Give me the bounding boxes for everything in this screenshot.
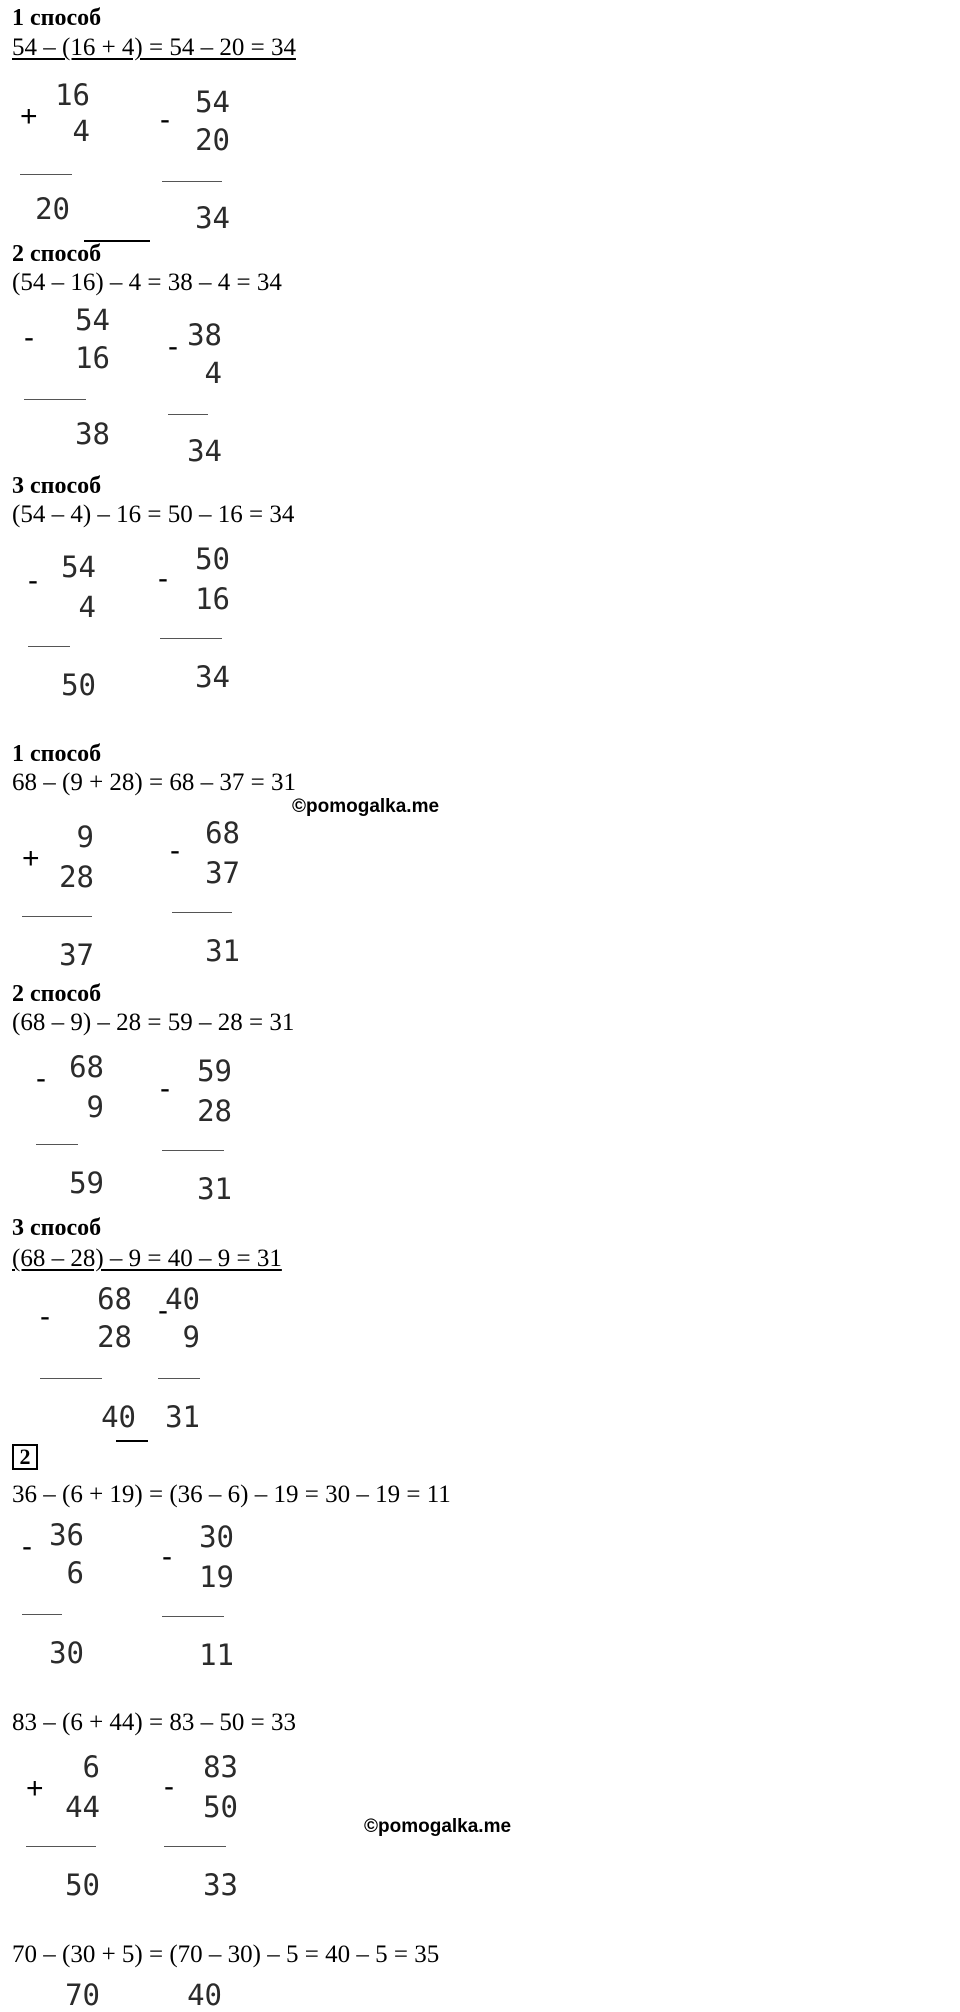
column-calculation	[160, 85, 270, 245]
difference-line	[162, 1150, 224, 1151]
bottom-number: 28	[197, 1094, 232, 1128]
bottom-number: 9	[182, 1320, 200, 1354]
operator: -	[160, 1072, 170, 1105]
column-calculation	[170, 816, 280, 976]
difference-line	[164, 1846, 226, 1847]
difference-line	[162, 1616, 224, 1617]
difference-line	[162, 181, 222, 182]
method-expression: (68 – 9) – 28 = 59 – 28 = 31	[12, 1009, 295, 1036]
bottom-number: 44	[65, 1790, 100, 1824]
bottom-number: 50	[203, 1790, 238, 1824]
bottom-number: 4	[72, 114, 90, 148]
bottom-number: 19	[199, 1560, 234, 1594]
operator: -	[160, 103, 170, 136]
operator: -	[162, 1540, 172, 1573]
task2-expression-c: 70 – (30 + 5) = (70 – 30) – 5 = 40 – 5 = 35	[12, 1941, 440, 1968]
result-number: 20	[35, 192, 70, 226]
method-heading: 1 способ	[12, 5, 102, 31]
bottom-number: 28	[97, 1320, 132, 1354]
bottom-number: 6	[66, 1556, 84, 1590]
bottom-number: 20	[195, 123, 230, 157]
difference-line	[172, 912, 232, 913]
operator: -	[158, 1294, 168, 1327]
method-heading: 2 способ	[12, 981, 102, 1007]
column-calculation	[152, 1978, 262, 2010]
operator: -	[24, 321, 34, 354]
difference-line	[22, 1614, 62, 1615]
result-number: 34	[187, 434, 222, 468]
difference-line	[28, 646, 70, 647]
result-number: 11	[199, 1638, 234, 1672]
column-calculation	[158, 542, 268, 702]
result-number: 50	[61, 668, 96, 702]
top-number: 68	[69, 1050, 104, 1084]
column-calculation	[164, 1750, 274, 1910]
method-expression: (68 – 28) – 9 = 40 – 9 = 31	[12, 1245, 282, 1272]
result-number: 50	[65, 1868, 100, 1902]
method-heading: 1 способ	[12, 741, 102, 767]
column-calculation	[20, 78, 130, 238]
column-calculation	[30, 1978, 140, 2010]
top-number: 68	[97, 1282, 132, 1316]
operator: -	[22, 1530, 32, 1563]
top-number: 40	[187, 1978, 222, 2012]
bottom-number: 4	[204, 356, 222, 390]
top-number: 50	[195, 542, 230, 576]
result-number: 30	[49, 1636, 84, 1670]
operator: -	[170, 834, 180, 867]
top-number: 9	[76, 820, 94, 854]
column-calculation	[22, 1518, 132, 1678]
column-calculation	[168, 318, 278, 478]
task-number-box: 2	[12, 1444, 38, 1470]
column-calculation	[158, 1282, 268, 1442]
operator: +	[26, 1772, 44, 1805]
operator: -	[28, 564, 38, 597]
operator: -	[158, 562, 168, 595]
method-expression: (54 – 4) – 16 = 50 – 16 = 34	[12, 501, 295, 528]
difference-line	[36, 1144, 78, 1145]
difference-line	[40, 1378, 102, 1379]
method-expression: 54 – (16 + 4) = 54 – 20 = 34	[12, 34, 296, 61]
bottom-number: 4	[78, 590, 96, 624]
top-number: 38	[187, 318, 222, 352]
difference-line	[168, 414, 208, 415]
bottom-number: 16	[195, 582, 230, 616]
operator: -	[36, 1062, 46, 1095]
result-number: 31	[165, 1400, 200, 1434]
bottom-number: 28	[59, 860, 94, 894]
method-heading: 3 способ	[12, 473, 102, 499]
column-calculation	[28, 550, 138, 710]
top-number: 59	[197, 1054, 232, 1088]
sum-line	[22, 916, 92, 917]
column-calculation	[162, 1520, 272, 1680]
result-number: 34	[195, 660, 230, 694]
sum-line	[26, 1846, 96, 1847]
top-number: 16	[55, 78, 90, 112]
top-number: 54	[195, 85, 230, 119]
watermark: ©pomogalka.me	[292, 796, 440, 817]
top-number: 40	[165, 1282, 200, 1316]
result-number: 31	[205, 934, 240, 968]
bottom-number: 37	[205, 856, 240, 890]
sum-line	[20, 174, 72, 175]
method-heading: 3 способ	[12, 1215, 102, 1241]
top-number: 30	[199, 1520, 234, 1554]
method-expression: (54 – 16) – 4 = 38 – 4 = 34	[12, 269, 282, 296]
operator: +	[22, 842, 40, 875]
task2-expression-b: 83 – (6 + 44) = 83 – 50 = 33	[12, 1709, 296, 1736]
result-number: 33	[203, 1868, 238, 1902]
result-number: 38	[75, 417, 110, 451]
bottom-number: 16	[75, 341, 110, 375]
separator-line	[116, 1440, 148, 1442]
method-expression: 68 – (9 + 28) = 68 – 37 = 31	[12, 769, 296, 796]
watermark: ©pomogalka.me	[364, 1816, 512, 1837]
task2-expression-a: 36 – (6 + 19) = (36 – 6) – 19 = 30 – 19 = 11	[12, 1481, 451, 1508]
top-number: 68	[205, 816, 240, 850]
result-number: 37	[59, 938, 94, 972]
bottom-number: 9	[86, 1090, 104, 1124]
operator: -	[164, 1770, 174, 1803]
top-number: 83	[203, 1750, 238, 1784]
column-calculation	[24, 303, 134, 463]
column-calculation	[22, 820, 132, 980]
operator: -	[40, 1300, 50, 1333]
result-number: 59	[69, 1166, 104, 1200]
difference-line	[160, 638, 222, 639]
result-number: 31	[197, 1172, 232, 1206]
result-number: 34	[195, 201, 230, 235]
top-number: 70	[65, 1978, 100, 2012]
top-number: 36	[49, 1518, 84, 1552]
operator: +	[20, 100, 38, 133]
top-number: 6	[82, 1750, 100, 1784]
difference-line	[24, 399, 86, 400]
column-calculation	[26, 1750, 136, 1910]
result-number: 40	[101, 1400, 136, 1434]
column-calculation	[160, 1054, 270, 1214]
column-calculation	[36, 1050, 146, 1210]
top-number: 54	[75, 303, 110, 337]
operator: -	[168, 330, 178, 363]
difference-line	[158, 1378, 200, 1379]
method-heading: 2 способ	[12, 241, 102, 267]
top-number: 54	[61, 550, 96, 584]
